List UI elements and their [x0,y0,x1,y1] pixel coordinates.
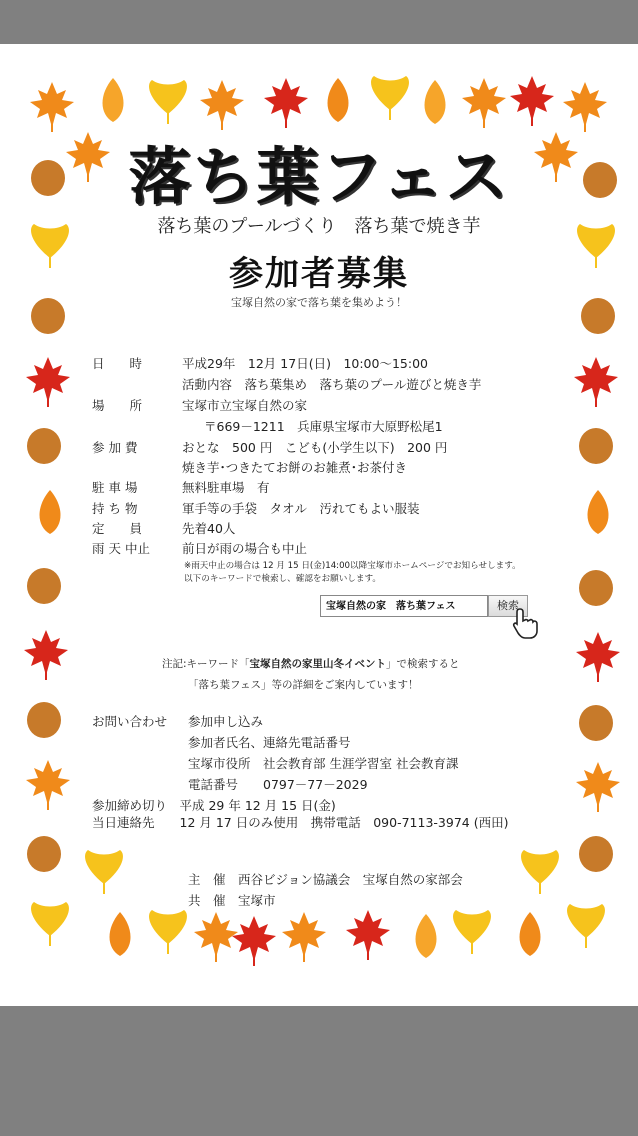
place-value: 宝塚市立宝塚自然の家 [182,398,308,413]
rain-note-2: 以下のキーワードで検索し、確認をお願いします。 [184,574,381,584]
bring-value: 軍手等の手袋 タオル 汚れてもよい服装 [182,501,420,516]
day-contact: 当日連絡先 12 月 17 日のみ使用 携帯電話 090-7113-3974 (西田) [92,815,509,830]
acorn-icon [27,702,61,738]
note-line-1 [162,656,460,671]
acorn-icon [27,836,61,872]
ginkgo-leaf-icon [85,850,123,894]
leaf-icon [328,78,349,122]
ginkgo-leaf-icon [31,902,69,946]
parking-label: 駐 車 場 [92,480,138,495]
leaf-icon [103,78,124,122]
ginkgo-leaf-icon [521,850,559,894]
recruit-heading: 参加者募集 [229,254,409,294]
rain-value: 前日が雨の場合も中止 [182,541,308,556]
contact-line-2: 参加者氏名、連絡先電話番号 [188,735,351,750]
poster-sheet [0,44,638,1006]
maple-leaf-icon [282,912,326,962]
acorn-icon [579,836,613,872]
ginkgo-leaf-icon [149,80,187,124]
ginkgo-leaf-icon [453,910,491,954]
fee-label: 参 加 費 [92,440,138,455]
leaf-icon [588,490,609,534]
tagline: 宝塚自然の家で落ち葉を集めよう！ [231,296,407,309]
maple-leaf-icon [194,912,238,962]
contact-line-1: 参加申し込み [188,714,264,729]
maple-leaf-icon [576,762,620,812]
acorn-icon [579,428,613,464]
maple-leaf-icon [264,78,308,128]
maple-leaf-icon [24,630,68,680]
rain-label: 雨 天 中止 [92,541,150,556]
poster-subtitle: 落ち葉のプールづくり 落ち葉で焼き芋 [157,216,481,237]
host: 主 催 西谷ビジョン協議会 宝塚自然の家部会 [188,872,463,887]
acorn-icon [27,568,61,604]
top-bar [0,0,638,44]
note-prefix: 注記:キーワード「 [162,658,250,670]
date-value: 平成29年 12月 17日(日) 10:00～15:00 [182,356,428,371]
maple-leaf-icon [200,80,244,130]
note-suffix: 」で検索すると [386,658,460,670]
maple-leaf-icon [26,760,70,810]
hand-cursor-icon [512,607,540,639]
place-label: 場 所 [92,398,143,413]
maple-leaf-icon [574,357,618,407]
acorn-icon [579,705,613,741]
bring-label: 持 ち 物 [92,501,138,516]
ginkgo-leaf-icon [567,904,605,948]
fee-note: 焼き芋･つきたてお餅のお雑煮･お茶付き [182,460,408,475]
ginkgo-leaf-icon [149,910,187,954]
leaf-icon [40,490,61,534]
leaf-icon [110,912,131,956]
maple-leaf-icon [510,76,554,126]
maple-leaf-icon [563,82,607,132]
maple-leaf-icon [576,632,620,682]
cohost: 共 催 宝塚市 [188,893,276,908]
contact-line-4: 電話番号 0797－77－2029 [188,777,368,792]
search-button[interactable]: 検索 [488,595,528,617]
acorn-icon [27,428,61,464]
acorn-icon [579,570,613,606]
maple-leaf-icon [30,82,74,132]
rain-note-1: ※雨天中止の場合は 12 月 15 日(金)14:00以降宝塚市ホームページでお知らせします。 [184,561,521,571]
fee-value: おとな 500 円 こども(小学生以下) 200 円 [182,440,448,455]
maple-leaf-icon [26,357,70,407]
leaf-icon [416,914,437,958]
ginkgo-leaf-icon [371,76,409,120]
maple-leaf-icon [462,78,506,128]
bottom-bar [0,1006,638,1136]
activity-value: 活動内容 落ち葉集め 落ち葉のプール遊びと焼き芋 [182,377,482,392]
maple-leaf-icon [346,910,390,960]
capacity-value: 先着40人 [182,521,236,536]
note-keyword: 宝塚自然の家里山冬イベント [249,658,387,670]
maple-leaf-icon [232,916,276,966]
contact-label: お問い合わせ [92,714,168,729]
date-label: 日 時 [92,356,143,371]
contact-line-3: 宝塚市役所 社会教育部 生涯学習室 社会教育課 [188,756,459,771]
parking-value: 無料駐車場 有 [182,480,270,495]
deadline: 参加締め切り 平成 29 年 12 月 15 日(金) [92,798,336,813]
poster-title: 落ち葉フェス [128,140,510,213]
search-input[interactable]: 宝塚自然の家 落ち葉フェス [320,595,488,617]
note-line-2: 「落ち葉フェス」等の詳細をご案内しています！ [188,679,419,691]
address-value: 〒669－1211 兵庫県宝塚市大原野松尾1 [204,419,443,434]
leaf-icon [520,912,541,956]
leaf-icon [425,80,446,124]
capacity-label: 定 員 [92,521,143,536]
